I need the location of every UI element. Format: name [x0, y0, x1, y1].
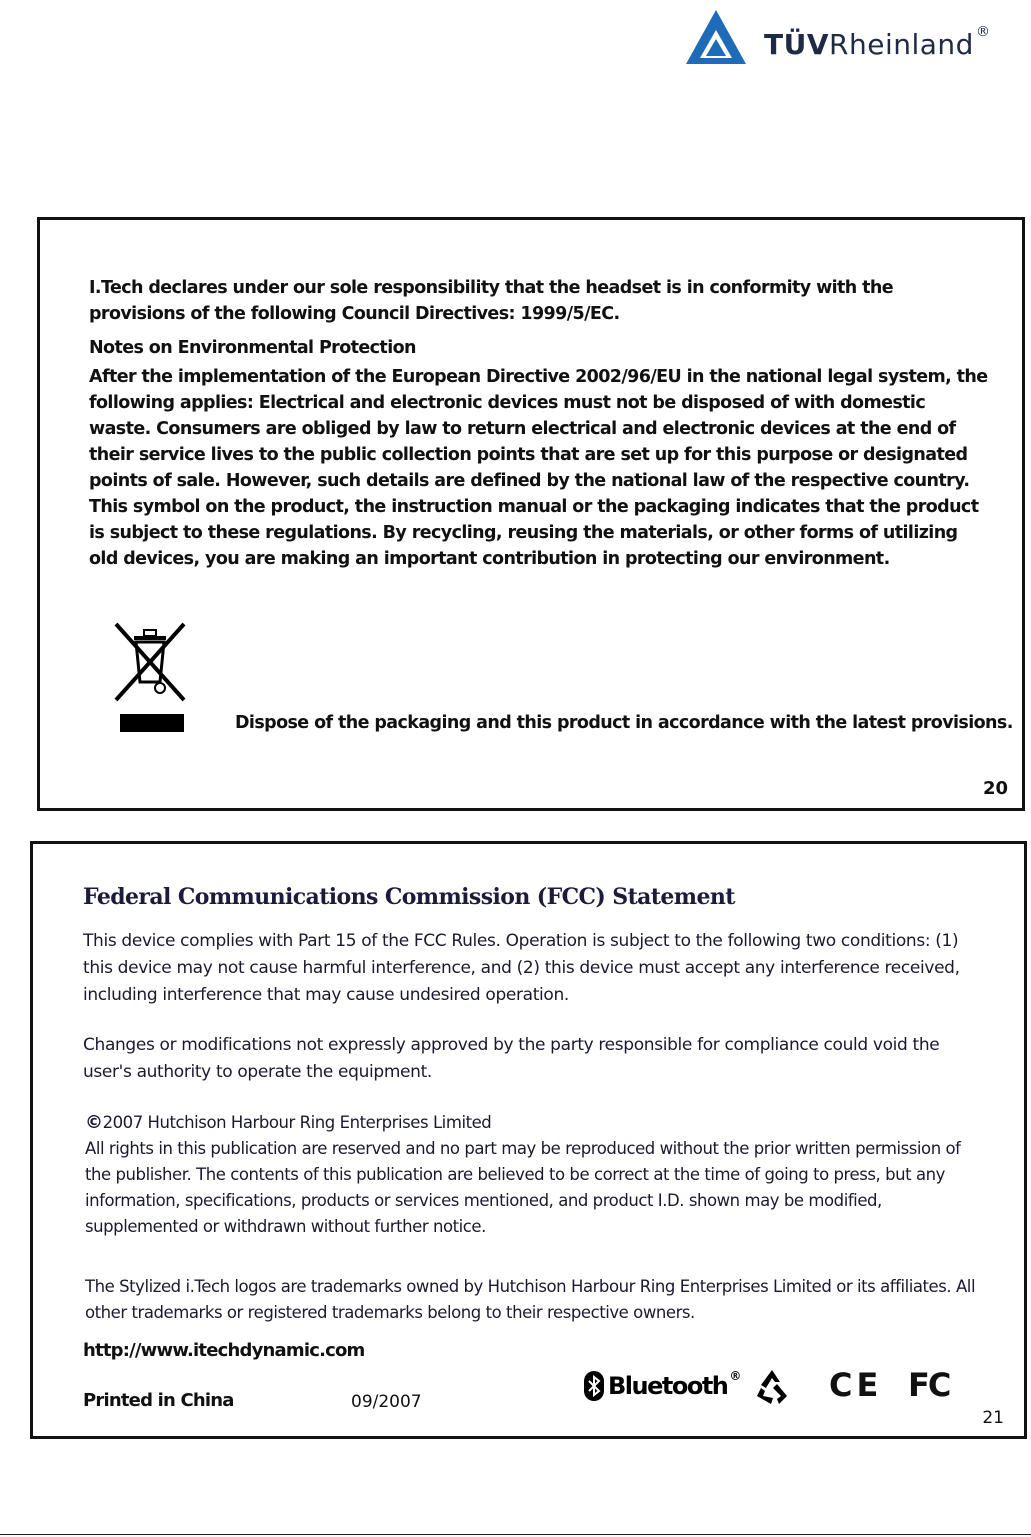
fcc-modification-text: Changes or modifications not expressly approved by the party responsible for compliance could void the user's authority to operate the equipment.: [83, 1035, 940, 1082]
weee-bin-icon: [110, 620, 190, 704]
manual-page-21: [30, 841, 1027, 1439]
bluetooth-icon: [584, 1371, 604, 1401]
fcc-compliance-text: This device complies with Part 15 of the FCC Rules. Operation is subject to the following two conditions: (1) this device may not cause harmful interference, and (2) this device must accept any interference received, including interference that may cause undesired operation.: [83, 931, 960, 1005]
tuv-rheinland-logo: [684, 8, 1014, 68]
fcc-heading: Federal Communications Commission (FCC) Statement: [83, 884, 735, 910]
bluetooth-logo: [584, 1370, 741, 1402]
printed-in: Printed in China: [83, 1390, 234, 1411]
dispose-notice: Dispose of the packaging and this product in accordance with the latest provisions.: [235, 713, 1013, 733]
environment-body: After the implementation of the European Directive 2002/96/EU in the national legal system, the following applies: Electrical and electronic devices must not be disposed of with domestic waste. Consumers are obliged by law to return electrical and electronic devices at the end of their service lives to the public collection points that are set up for this purpose or designated points of sale. However, such details are defined by the national law of the respective country. This symbol on the product, the instruction manual or the packaging indicates that the product is subject to these regulations. By recycling, reusing the materials, or other forms of utilizing old devices, you are making an important contribution in protecting our environment.: [89, 367, 988, 569]
fcc-mark-icon: FC: [908, 1366, 950, 1404]
copyright-text: 2007 Hutchison Harbour Ring Enterprises Limited: [102, 1113, 492, 1132]
page-number: 20: [982, 778, 1008, 799]
page-number: 21: [982, 1408, 1004, 1428]
bottom-divider: [0, 1534, 1031, 1535]
trademarks-text: The Stylized i.Tech logos are trademarks owned by Hutchison Harbour Ring Enterprises Limited or its affiliates. All other trademarks or registered trademarks belong to their respective owners.: [85, 1277, 976, 1322]
print-date: 09/2007: [351, 1392, 422, 1412]
copyright-line: [85, 1110, 491, 1136]
bluetooth-registered: ®: [729, 1369, 742, 1383]
ce-mark-icon: CE: [829, 1366, 883, 1404]
website-link[interactable]: http://www.itechdynamic.com: [83, 1340, 365, 1361]
manual-page-20: [37, 217, 1025, 811]
black-bar-marker: [120, 714, 184, 732]
brand-name: TÜVRheinland ®: [764, 24, 991, 61]
tuv-triangle-icon: [684, 8, 748, 66]
bluetooth-wordmark: Bluetooth: [608, 1372, 728, 1400]
environment-heading: Notes on Environmental Protection: [89, 338, 416, 358]
declaration-text: I.Tech declares under our sole responsibility that the headset is in conformity with the provisions of the following Council Directives: 1999/5/EC.: [89, 278, 894, 324]
recycle-icon: [751, 1366, 793, 1408]
rights-text: All rights in this publication are reserved and no part may be reproduced without the prior written permission of the publisher. The contents of this publication are believed to be correct at the time of going to press, but any information, specifications, products or services mentioned, and product I.D. shown may be modified, supplemented or withdrawn without further notice.: [85, 1139, 961, 1236]
copyright-symbol: ©: [85, 1112, 103, 1133]
